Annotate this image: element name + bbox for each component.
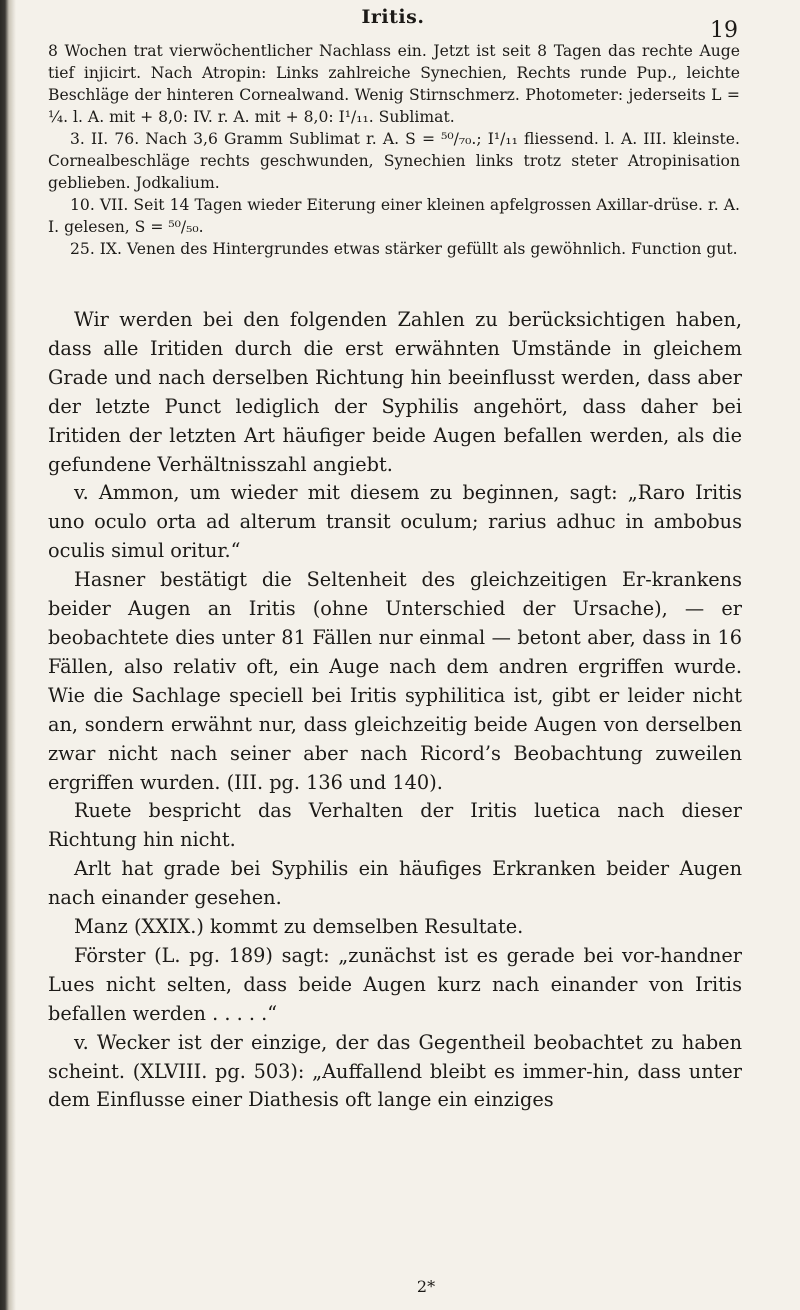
paragraph: Manz (XXIX.) kommt zu demselben Resultate. — [74, 915, 524, 939]
paragraph: Förster (L. pg. 189) sagt: „zunächst ist es gerade bei vor-handner Lues nicht selten, dass beide Augen kurz nach einander von Iritis befallen werden . . . . .“ — [48, 943, 742, 1025]
case-note: 8 Wochen trat vierwöchentlicher Nachlass ein. Jetzt ist seit 8 Tagen das rechte Auge tief injicirt. Nach Atropin: Links zahlreiche Synechien, Rechts runde Pup., leichte Beschläge der hinteren Cornealwand. Wenig Stirnschmerz. Photometer: jederseits L = ¼. l. A. mit + 8,0: IV. r. A. mit + 8,0: I¹/₁₁. Sublimat. — [48, 42, 740, 126]
case-note: 3. II. 76. Nach 3,6 Gramm Sublimat r. A. S = ⁵⁰/₇₀.; I¹/₁₁ fliessend. l. A. III. kleinste. Cornealbeschläge rechts geschwunden, Synechien links trotz steter Atropinisation geblieben. Jodkalium. — [48, 130, 740, 192]
main-text — [48, 306, 742, 1115]
paragraph: Ruete bespricht das Verhalten der Iritis luetica nach dieser Richtung hin nicht. — [48, 799, 742, 852]
case-note: 25. IX. Venen des Hintergrundes etwas stärker gefüllt als gewöhnlich. Function gut. — [70, 240, 738, 258]
paragraph: Arlt hat grade bei Syphilis ein häufiges Erkranken beider Augen nach einander gesehen. — [48, 857, 742, 910]
case-notes — [48, 40, 740, 260]
signature-mark — [0, 1277, 800, 1296]
paragraph: Wir werden bei den folgenden Zahlen zu berücksichtigen haben, dass alle Iritiden durch die erst erwähnten Umstände in gleichem Grade und nach derselben Richtung hin beeinflusst werden, dass aber der letzte Punct lediglich der Syphilis angehört, dass daher bei Iritiden der letzten Art häufiger beide Augen befallen werden, als die gefundene Verhältnisszahl angiebt. — [48, 308, 742, 476]
page-header — [48, 6, 738, 43]
case-note: 10. VII. Seit 14 Tagen wieder Eiterung einer kleinen apfelgrossen Axillar-drüse. r. A. I. gelesen, S = ⁵⁰/₅₀. — [48, 196, 740, 236]
page-number: 19 — [710, 18, 738, 43]
running-head: Iritis. — [361, 6, 425, 28]
paragraph: v. Wecker ist der einzige, der das Gegentheil beobachtet zu haben scheint. (XLVIII. pg. 503): „Auffallend bleibt es immer-hin, dass unter dem Einflusse einer Diathesis oft lange ein einziges — [48, 1030, 742, 1112]
book-spine-shadow — [0, 0, 16, 1310]
signature-text: 2* — [416, 1277, 436, 1296]
paragraph: Hasner bestätigt die Seltenheit des gleichzeitigen Er-krankens beider Augen an Iritis (ohne Unterschied der Ursache), — er beobachtete dies unter 81 Fällen nur einmal — betont aber, dass in 16 Fällen, also relativ oft, ein Auge nach dem andren ergriffen wurde. Wie die Sachlage speciell bei Iritis syphilitica ist, gibt er leider nicht an, sondern erwähnt nur, dass gleichzeitig beide Augen von derselben zwar nicht nach seiner aber nach Ricord’s Beobachtung zuweilen ergriffen wurden. (III. pg. 136 und 140). — [48, 568, 742, 794]
paragraph: v. Ammon, um wieder mit diesem zu beginnen, sagt: „Raro Iritis uno oculo orta ad alterum transit oculum; rarius adhuc in ambobus oculis simul oritur.“ — [48, 481, 742, 563]
